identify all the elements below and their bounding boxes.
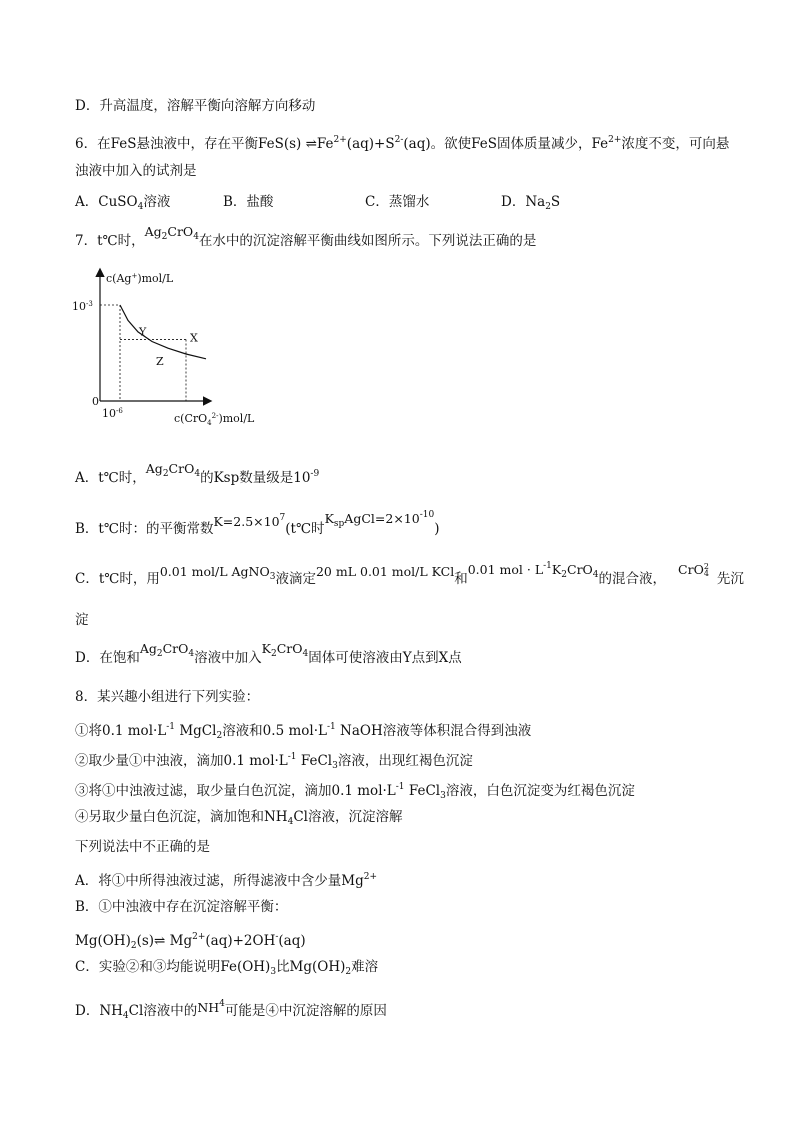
q6-option-c: C．蒸馏水 <box>365 194 430 210</box>
q6-charge: 2+ <box>608 135 622 145</box>
q7-option-b: B．t℃时：的平衡常数$K=2.5\times 10^7(t℃$时$K_{sp}AgCl=2\times 10^{-10}$) <box>75 510 440 537</box>
ksp-agcl: $K_{sp}AgCl=2\times 10^{-10}$ <box>324 510 435 529</box>
q7-option-c-line2: 淀 <box>75 612 89 628</box>
x-tick-label: $10^{-6}$ <box>102 407 123 420</box>
ag2cro4-formula: $Ag_2CrO_4$ <box>145 461 201 479</box>
q8-option-b: B．①中浊液中存在沉淀溶解平衡： <box>75 899 288 915</box>
k2cro4-formula: $K_2CrO_4$ <box>261 641 309 659</box>
kcl-solution: 20 mL 0.01 mol/L KCl <box>315 564 455 579</box>
point-label-y: Y <box>139 325 147 339</box>
point-label-z: Z <box>156 355 164 368</box>
q6-stem-line2: 浊液中加入的试剂是 <box>75 163 197 179</box>
q6-text: (aq)。欲使FeS固体质量减少，Fe <box>403 136 609 152</box>
q6-charge: 2- <box>394 135 404 145</box>
q8-step-3: ③将①中浊液过滤，取少量白色沉淀，滴加0.1 $mol\cdot L^{-1}$ FeCl$_3$溶液，白色沉淀变为红褐色沉淀 <box>75 782 635 801</box>
q6-charge: 2+ <box>333 135 347 145</box>
ag2cro4-formula: $Ag_2CrO_4$ <box>139 641 195 659</box>
solubility-curve-chart <box>70 262 285 427</box>
q6-option-d: D．Na2S <box>501 194 561 212</box>
q6-options <box>75 193 560 216</box>
q8-option-c: C．实验②和③均能说明$Fe(OH)_3$比$Mg(OH)_2$难溶 <box>75 959 379 977</box>
q8-prompt: 下列说法中不正确的是 <box>75 839 210 855</box>
q6-stem-line1 <box>75 131 729 153</box>
ammonium-ion: $NH^4$ <box>197 999 225 1015</box>
q7-option-c: C．t℃时，用0.01 mol/L AgNO$_3$液滴定20 mL 0.01 mol/L KCl和0.01 mol · $L^{-1}K_2CrO_4$的混合液，CrO 2 4 先沉 <box>75 561 744 587</box>
y-axis-label: c(Ag+)mol/L <box>106 272 174 285</box>
origin-label: 0 <box>92 395 99 408</box>
q5-option-d: D．升高温度，溶解平衡向溶解方向移动 <box>75 98 316 114</box>
q8-option-d: D．$NH_4Cl$溶液中的$NH^4$可能是④中沉淀溶解的原因 <box>75 999 387 1021</box>
q6-text: 6．在FeS悬浊液中，存在平衡FeS(s) ⇌Fe <box>75 136 334 152</box>
q6-text: (aq)+S <box>346 136 395 152</box>
q8-step-4: ④另取少量白色沉淀，滴加饱和$NH_4Cl$溶液，沉淀溶解 <box>75 809 403 827</box>
k2cro4-solution: 0.01 mol · $L^{-1}K_2CrO_4$ <box>467 561 599 580</box>
q6-option-a: A．CuSO4溶液 <box>75 194 171 212</box>
q6-text: 浓度不变，可向悬 <box>621 136 730 152</box>
q6-option-b: B．盐酸 <box>223 194 274 210</box>
q8-equilibrium-equation: $Mg(OH)_2(s)\rightleftharpoons$ $Mg^{2+}(aq)+2OH^-(aq)$ <box>75 932 306 951</box>
agno3-solution: 0.01 mol/L AgNO$_3$ <box>159 564 276 582</box>
ag2cro4-formula: $Ag_2CrO_4$ <box>144 224 199 242</box>
q7-option-a: A．t℃时，$Ag_2CrO_4$的Ksp数量级是$10^{-9}$ <box>75 461 320 486</box>
chromate-ion: CrO 2 4 <box>678 562 709 578</box>
equilibrium-constant: $K=2.5\times 10^7$ <box>213 513 286 529</box>
q8-option-a: A．将①中所得浊液过滤，所得滤液中含少量$Mg^{2+}$ <box>75 872 377 889</box>
q8-step-1: ①将0.1 $mol\cdot L^{-1}$ MgCl$_2$溶液和0.5 $mol\cdot L^{-1}$ NaOH溶液等体积混合得到浊液 <box>75 722 532 741</box>
q7-option-d: D．在饱和$Ag_2CrO_4$溶液中加入$K_2CrO_4$固体可使溶液由Y点到X点 <box>75 641 462 666</box>
q7-stem: 7．t℃时，$Ag_2CrO_4$在水中的沉淀溶解平衡曲线如图所示。下列说法正确的是 <box>75 224 537 249</box>
x-axis-label: c(CrO$_4^{2-}$)mol/L <box>174 412 255 427</box>
q8-step-2: ②取少量①中浊液，滴加0.1 $mol\cdot L^{-1}$ FeCl$_3$溶液，出现红褐色沉淀 <box>75 752 473 771</box>
point-label-x: X <box>190 331 198 345</box>
q8-title: 8．某兴趣小组进行下列实验： <box>75 689 260 705</box>
y-tick-label: $10^{-3}$ <box>72 300 93 313</box>
